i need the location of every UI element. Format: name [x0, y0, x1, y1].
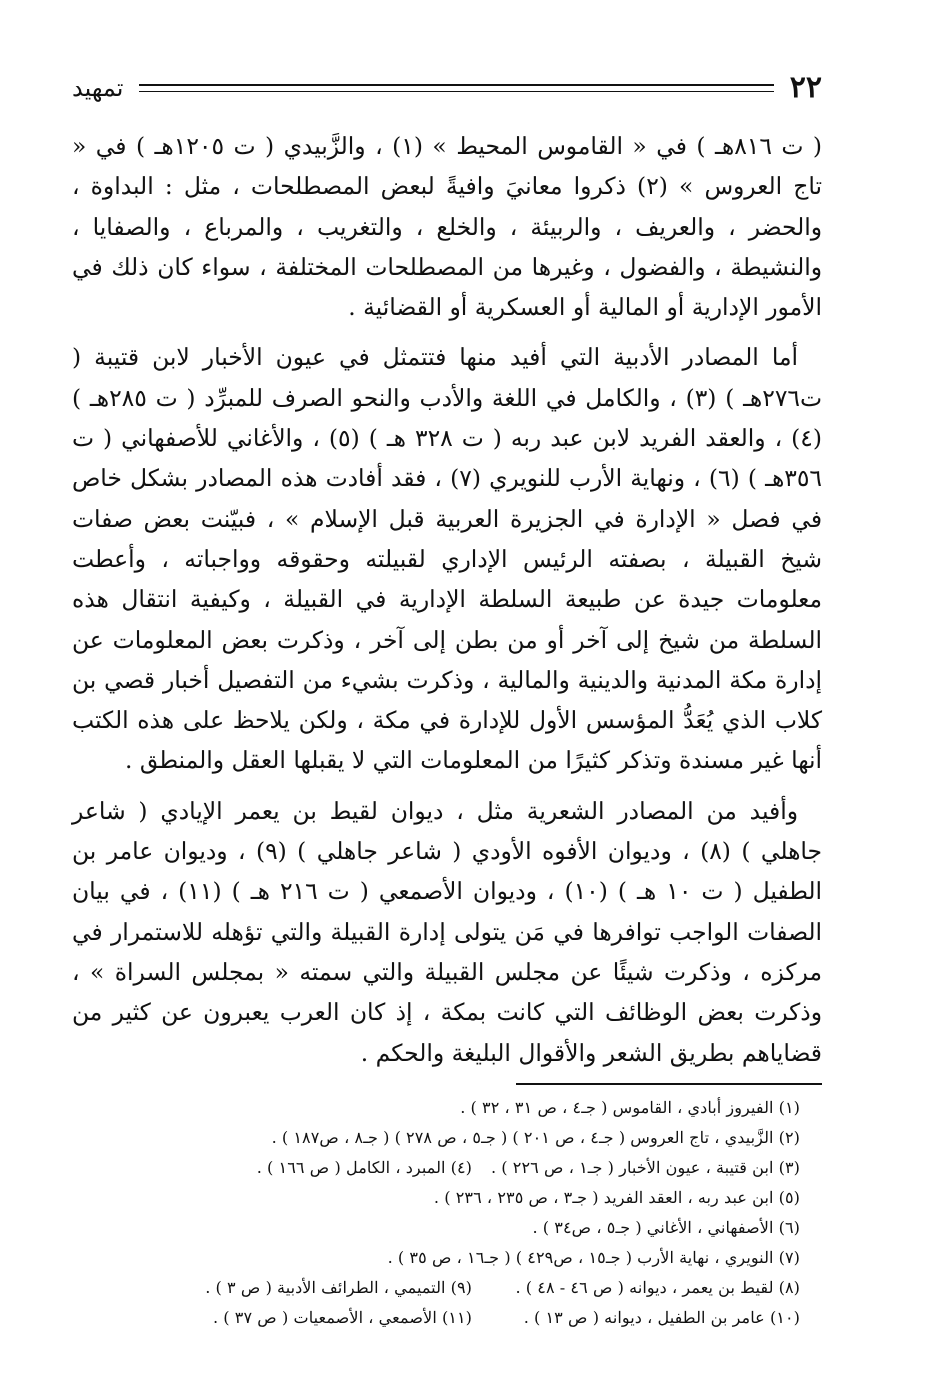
footnote-3-text: (٣) ابن قتيبة ، عيون الأخبار ( جـ١ ، ص ٢٢٦ ) . — [490, 1157, 800, 1177]
body-text — [72, 126, 822, 1073]
footnote-11-text: (١١) الأصمعي ، الأصمعيات ( ص ٣٧ ) . — [212, 1307, 472, 1327]
footnote-5-text: (٥) ابن عبد ربه ، العقد الفريد ( جـ٣ ، ص ٢٣٥ ، ٢٣٦ ) . — [433, 1187, 800, 1207]
section-title: تمهيد — [72, 74, 124, 102]
footnote-7-text: (٧) النويري ، نهاية الأرب ( جـ١٥ ، ص٤٢٩ ) ( جـ١٦ ، ص ٣٥ ) . — [387, 1247, 800, 1267]
footnote-9-text: (٩) التميمي ، الطرائف الأدبية ( ص ٣ ) . — [205, 1277, 472, 1297]
footnote-6-text: (٦) الأصفهاني ، الأغاني ( جـ٥ ، ص٣٤ ) . — [532, 1217, 800, 1237]
footnote-1 — [72, 1093, 800, 1123]
footnote-10-text: (١٠) عامر بن الطفيل ، ديوانه ( ص ١٣ ) . — [523, 1307, 800, 1327]
footnote-row-8-9 — [72, 1273, 800, 1303]
footnote-5 — [72, 1183, 800, 1213]
footnote-row-10-11 — [72, 1303, 800, 1333]
footnote-8-text: (٨) لقيط بن يعمر ، ديوانه ( ص ٤٦ - ٤٨ ) . — [515, 1277, 800, 1297]
page-number: ٢٢ — [789, 70, 822, 105]
book-page — [72, 68, 822, 1358]
footnote-6 — [72, 1213, 800, 1243]
footnote-1-text: (١) الفيروز أبادي ، القاموس ( جـ٤ ، ص ٣١ ، ٣٢ ) . — [460, 1097, 800, 1117]
footnote-2 — [72, 1123, 800, 1153]
footnote-4-text: (٤) المبرد ، الكامل ( ص ١٦٦ ) . — [256, 1157, 472, 1177]
footnote-2-text: (٢) الزَّبيدي ، تاج العروس ( جـ٤ ، ص ٢٠١ ) ( جـ٥ ، ص ٢٧٨ ) ( جـ٨ ، ص١٨٧ ) . — [271, 1127, 800, 1147]
footnote-7 — [72, 1243, 800, 1273]
footnote-row-3-4 — [72, 1153, 800, 1183]
footnotes — [72, 1093, 822, 1333]
paragraph-1: ( ت ٨١٦هـ ) في « القاموس المحيط » (١) ، والزَّبيدي ( ت ١٢٠٥هـ ) في « تاج العروس » (٢) ذكروا معانيَ وافيةً لبعض المصطلحات ، مثل : البداوة ، والحضر ، والعريف ، والربيئة ، والخلع ، والتغريب ، والمرباع ، والصفايا ، والنشيطة ، والفضول ، وغيرها من المصطلحات المختلفة ، سواء كان ذلك في الأمور الإدارية أو المالية أو العسكرية أو القضائية . — [72, 132, 822, 322]
running-header — [72, 68, 822, 108]
header-rule — [139, 84, 773, 92]
paragraph-3: وأفيد من المصادر الشعرية مثل ، ديوان لقيط بن يعمر الإيادي ( شاعر جاهلي ) (٨) ، وديوان الأفوه الأودي ( شاعر جاهلي ) (٩) ، وديوان عامر بن الطفيل ( ت ١٠ هـ ) (١٠) ، وديوان الأصمعي ( ت ٢١٦ هـ ) (١١) ، في بيان الصفات الواجب توافرها في مَن يتولى إدارة القبيلة والتي تؤهله للاستمرار في مركزه ، وذكرت شيئًا عن مجلس القبيلة والتي سمته « بمجلس السراة » ، وذكرت بعض الوظائف التي كانت بمكة ، إذ كان العرب يعبرون عن كثير من قضاياهم بطريق الشعر والأقوال البليغة والحكم . — [72, 796, 823, 1067]
paragraph-2: أما المصادر الأدبية التي أفيد منها فتتمثل في عيون الأخبار لابن قتيبة ( ت٢٧٦هـ ) (٣) ، والكامل في اللغة والأدب والنحو الصرف للمبرِّد ( ت ٢٨٥هـ ) (٤) ، والعقد الفريد لابن عبد ربه ( ت ٣٢٨ هـ ) (٥) ، والأغاني للأصفهاني ( ت ٣٥٦هـ ) (٦) ، ونهاية الأرب للنويري (٧) ، فقد أفادت هذه المصادر بشكل خاص في فصل « الإدارة في الجزيرة العربية قبل الإسلام » ، فبيّنت بعض صفات شيخ القبيلة ، بصفته الرئيس الإداري لقبيلته وحقوقه وواجباته ، وأعطت معلومات جيدة عن طبيعة السلطة الإدارية في القبيلة ، وكيفية انتقال هذه السلطة من شيخ إلى آخر أو من بطن إلى آخر ، وذكرت بعض المعلومات عن إدارة مكة المدنية والدينية والمالية ، وذكرت بشيء من التفصيل أخبار قصي بن كلاب الذي يُعَدُّ المؤسس الأول للإدارة في مكة ، ولكن يلاحظ على هذه الكتب أنها غير مسندة وتذكر كثيرًا من المعلومات التي لا يقبلها العقل والمنطق . — [72, 343, 823, 775]
footnote-rule — [516, 1083, 822, 1085]
